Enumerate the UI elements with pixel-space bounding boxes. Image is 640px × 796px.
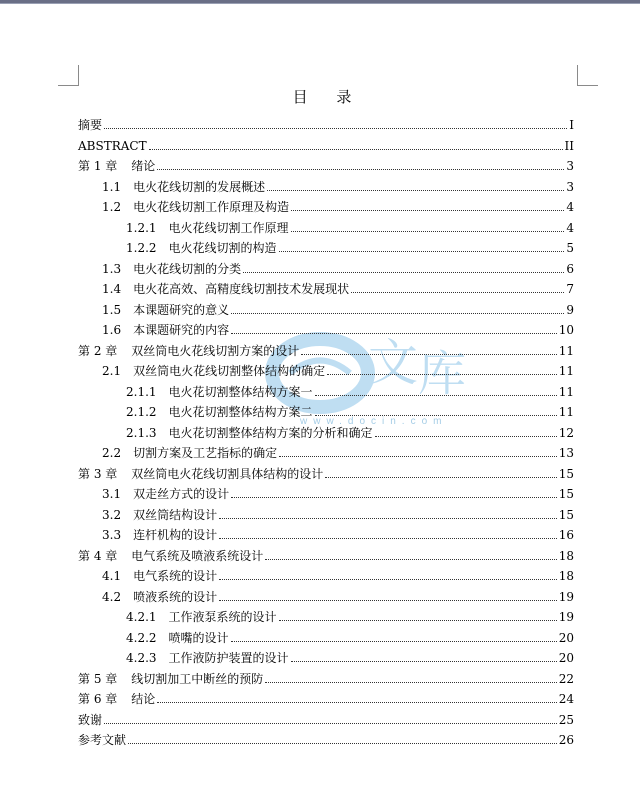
toc-entry-text: 喷液系统的设计 — [133, 589, 218, 604]
toc-page-number: 22 — [558, 671, 574, 686]
toc-entry-label — [78, 733, 126, 747]
toc-leader-dots — [265, 681, 556, 683]
toc-entry-label — [102, 446, 277, 460]
toc-leader-dots — [351, 291, 564, 293]
toc-entry-label — [78, 467, 323, 481]
toc-leader-dots — [219, 517, 557, 519]
toc-entry[interactable] — [102, 297, 574, 317]
toc-entry[interactable] — [126, 235, 574, 255]
toc-entry-text: 电气系统及喷液系统设计 — [131, 548, 264, 563]
toc-entry-number: 第 2 章 — [78, 343, 118, 358]
toc-entry[interactable] — [126, 604, 574, 624]
svg-text:文: 文 — [368, 334, 418, 392]
toc-entry-text: 致谢 — [78, 712, 103, 727]
toc-entry-number: 1.2.1 — [126, 220, 157, 235]
toc-entry-number: 4.2 — [102, 589, 122, 604]
toc-page-number: 16 — [558, 528, 574, 542]
toc-leader-dots — [279, 455, 557, 457]
toc-entry[interactable] — [102, 317, 574, 337]
toc-entry-label — [78, 118, 102, 132]
toc-entry-label — [102, 364, 325, 378]
toc-entry[interactable] — [102, 522, 574, 542]
toc-leader-dots — [301, 353, 556, 355]
toc-entry-label — [126, 241, 277, 255]
toc-entry[interactable] — [78, 727, 574, 747]
toc-entry[interactable] — [78, 338, 574, 358]
toc-page-number: 5 — [566, 241, 574, 255]
toc-entry-label — [102, 323, 229, 337]
toc-entry[interactable] — [78, 707, 574, 727]
toc-entry-text: 连杆机构的设计 — [133, 528, 218, 542]
toc-entry-text: 参考文献 — [78, 733, 127, 747]
toc-page-number: 6 — [566, 261, 574, 276]
toc-entry-text: 电火花线切割工作原理 — [168, 220, 289, 235]
toc-entry-text: 电火花切割整体结构方案一 — [168, 384, 313, 399]
toc-page-number: 11 — [558, 343, 574, 358]
toc-title: 目 录 — [292, 88, 364, 106]
toc-entry-label — [102, 180, 265, 194]
toc-page-number: 10 — [558, 323, 574, 337]
toc-entry[interactable] — [126, 399, 574, 419]
toc-leader-dots — [157, 701, 556, 703]
toc-entry-label — [102, 569, 217, 583]
toc-entry[interactable] — [78, 112, 574, 132]
toc-entry-label — [102, 487, 229, 501]
toc-entry-label — [126, 385, 313, 399]
toc-page-number: 19 — [558, 610, 574, 624]
toc-entry-text: 电火花高效、高精度线切割技术发展现状 — [133, 282, 350, 296]
crop-mark-top-right — [577, 65, 598, 86]
toc-entry-label — [102, 262, 241, 276]
toc-entry-number: 3.1 — [102, 487, 122, 501]
toc-entry-number: 4.1 — [102, 569, 122, 583]
toc-entry[interactable] — [126, 645, 574, 665]
toc-leader-dots — [231, 496, 557, 498]
toc-entry-label — [102, 528, 217, 542]
toc-entry[interactable] — [126, 420, 574, 440]
toc-entry-label — [78, 549, 263, 563]
toc-entry-number: 2.1.3 — [126, 425, 157, 440]
window-top-bar — [0, 0, 640, 4]
watermark-url: www.docin.com — [300, 416, 448, 427]
toc-entry-text: 线切割加工中断丝的预防 — [131, 671, 264, 686]
toc-entry[interactable] — [78, 543, 574, 563]
toc-entry-number: 2.1 — [102, 364, 122, 378]
toc-page-number: 11 — [558, 364, 574, 378]
toc-entry-number: 4.2.1 — [126, 610, 157, 624]
toc-entry-label — [78, 139, 147, 153]
toc-entry-text: 双走丝方式的设计 — [133, 487, 230, 501]
toc-entry-text: 双丝筒电火花线切割方案的设计 — [131, 343, 300, 358]
toc-entry-number: 4.2.3 — [126, 651, 157, 665]
toc-entry[interactable] — [126, 379, 574, 399]
toc-entry-label — [78, 159, 155, 173]
toc-leader-dots — [231, 332, 557, 334]
toc-leader-dots — [315, 394, 557, 396]
toc-entry-label — [78, 713, 102, 727]
toc-leader-dots — [104, 722, 557, 724]
toc-entry[interactable] — [78, 133, 574, 153]
toc-entry-text: ABSTRACT — [78, 138, 147, 153]
toc-entry-number: 1.6 — [102, 323, 122, 337]
toc-entry-number: 第 5 章 — [78, 671, 118, 686]
toc-page-number: 7 — [566, 282, 574, 296]
toc-entry-label — [126, 221, 289, 235]
toc-entry[interactable] — [78, 686, 574, 706]
toc-page-number: 19 — [558, 589, 574, 604]
toc-leader-dots — [291, 230, 565, 232]
toc-entry-number: 1.2 — [102, 200, 122, 214]
toc-entry-number: 2.2 — [102, 446, 122, 460]
toc-entry[interactable] — [78, 666, 574, 686]
toc-page-number: 20 — [558, 651, 574, 665]
toc-leader-dots — [267, 189, 564, 191]
toc-entry-text: 电火花切割整体结构方案二 — [168, 405, 313, 419]
toc-entry-number: 1.4 — [102, 282, 122, 296]
toc-entry-number: 4.2.2 — [126, 630, 157, 645]
toc-page-number: 15 — [558, 507, 574, 522]
toc-entry-text: 电火花切割整体结构方案的分析和确定 — [168, 425, 373, 440]
toc-entry-number: 1.3 — [102, 261, 122, 276]
toc-entry-text: 电火花线切割的分类 — [133, 261, 242, 276]
toc-page-number: 4 — [566, 200, 574, 214]
toc-leader-dots — [315, 414, 557, 416]
toc-page-number: 26 — [558, 733, 574, 747]
toc-entry-text: 双丝筒结构设计 — [133, 507, 218, 522]
toc-entry[interactable] — [102, 174, 574, 194]
toc-entry-label — [102, 590, 217, 604]
toc-leader-dots — [291, 209, 564, 211]
toc-page-number: 15 — [558, 487, 574, 501]
toc-leader-dots — [265, 558, 556, 560]
toc-entry-text: 摘要 — [78, 118, 103, 132]
toc-page-number: II — [564, 138, 574, 153]
toc-entry-label — [126, 631, 229, 645]
toc-leader-dots — [279, 619, 557, 621]
toc-entry[interactable] — [102, 276, 574, 296]
toc-leader-dots — [157, 168, 564, 170]
toc-leader-dots — [325, 476, 556, 478]
toc-entry-text: 电气系统的设计 — [133, 569, 218, 583]
toc-leader-dots — [327, 373, 557, 375]
toc-entry-text: 双丝筒电火花线切割具体结构的设计 — [131, 466, 324, 481]
svg-text:库: 库 — [418, 346, 467, 402]
toc-page-number: 18 — [558, 548, 574, 563]
toc-page-number: 12 — [558, 425, 574, 440]
toc-entry-label — [78, 344, 299, 358]
toc-page-number: 9 — [566, 302, 574, 317]
toc-entry-text: 喷嘴的设计 — [168, 630, 229, 645]
toc-entry-label — [102, 282, 349, 296]
toc-leader-dots — [243, 271, 564, 273]
toc-entry-label — [102, 303, 229, 317]
toc-page-number: 4 — [566, 220, 574, 235]
toc-leader-dots — [291, 660, 557, 662]
toc-entry-text: 绪论 — [131, 159, 156, 173]
toc-entry[interactable] — [126, 215, 574, 235]
toc-page-number: 3 — [566, 179, 574, 194]
toc-page-number: 3 — [566, 159, 574, 173]
toc-entry[interactable] — [78, 153, 574, 173]
toc-entry-text: 电火花线切割工作原理及构造 — [133, 200, 290, 214]
toc-entry[interactable] — [102, 256, 574, 276]
toc-entry-text: 本课题研究的内容 — [133, 323, 230, 337]
toc-entry-number: 第 3 章 — [78, 466, 118, 481]
toc-entry-number: 2.1.2 — [126, 405, 157, 419]
toc-entry-label — [78, 672, 263, 686]
toc-entry-text: 工作液泵系统的设计 — [168, 610, 277, 624]
toc-entry-number: 第 4 章 — [78, 548, 118, 563]
toc-entry-text: 双丝筒电火花线切割整体结构的确定 — [133, 364, 326, 378]
toc-entry[interactable] — [102, 584, 574, 604]
toc-entry[interactable] — [102, 194, 574, 214]
toc-entry-number: 1.1 — [102, 179, 122, 194]
toc-leader-dots — [375, 435, 557, 437]
toc-leader-dots — [231, 312, 564, 314]
toc-page-number: 15 — [558, 466, 574, 481]
toc-page-number: 18 — [558, 569, 574, 583]
toc-entry-label — [126, 405, 313, 419]
toc-entry-label — [126, 651, 289, 665]
toc-leader-dots — [149, 148, 563, 150]
toc-entry-text: 电火花线切割的构造 — [168, 241, 277, 255]
toc-entry[interactable] — [102, 481, 574, 501]
toc-entry[interactable] — [102, 502, 574, 522]
toc-entry-label — [126, 426, 373, 440]
toc-page-number: 11 — [558, 384, 574, 399]
toc-entry[interactable] — [78, 461, 574, 481]
toc-page-number: 25 — [558, 712, 574, 727]
toc-entry-label — [78, 692, 155, 706]
toc-entry-number: 3.3 — [102, 528, 122, 542]
toc-entry[interactable] — [102, 440, 574, 460]
toc-page-number: 11 — [558, 405, 574, 419]
toc-entry-label — [102, 508, 217, 522]
toc-leader-dots — [279, 250, 565, 252]
toc-entry-number: 第 1 章 — [78, 159, 118, 173]
toc-entry-text: 电火花线切割的发展概述 — [133, 179, 266, 194]
toc-entry-number: 1.5 — [102, 302, 122, 317]
toc-leader-dots — [231, 640, 557, 642]
toc-leader-dots — [128, 742, 557, 744]
toc-entry-label — [102, 200, 289, 214]
toc-entry-text: 结论 — [131, 692, 156, 706]
toc-page-number: I — [569, 118, 574, 132]
toc-entry[interactable] — [102, 563, 574, 583]
toc-page-number: 24 — [558, 692, 574, 706]
toc-entry-number: 3.2 — [102, 507, 122, 522]
toc-entry-text: 工作液防护装置的设计 — [168, 651, 289, 665]
toc-page-number: 13 — [558, 446, 574, 460]
crop-mark-top-left — [58, 65, 79, 86]
toc-leader-dots — [104, 127, 567, 129]
toc-page-number: 20 — [558, 630, 574, 645]
toc-entry[interactable] — [126, 625, 574, 645]
toc-entry-label — [126, 610, 277, 624]
toc-leader-dots — [219, 537, 557, 539]
toc-entry-number: 1.2.2 — [126, 241, 157, 255]
toc-leader-dots — [219, 599, 557, 601]
toc-entry[interactable] — [102, 358, 574, 378]
toc-leader-dots — [219, 578, 557, 580]
toc-entry-text: 本课题研究的意义 — [133, 302, 230, 317]
toc-entry-number: 第 6 章 — [78, 692, 118, 706]
toc-entry-text: 切割方案及工艺指标的确定 — [133, 446, 278, 460]
toc-entry-number: 2.1.1 — [126, 384, 157, 399]
